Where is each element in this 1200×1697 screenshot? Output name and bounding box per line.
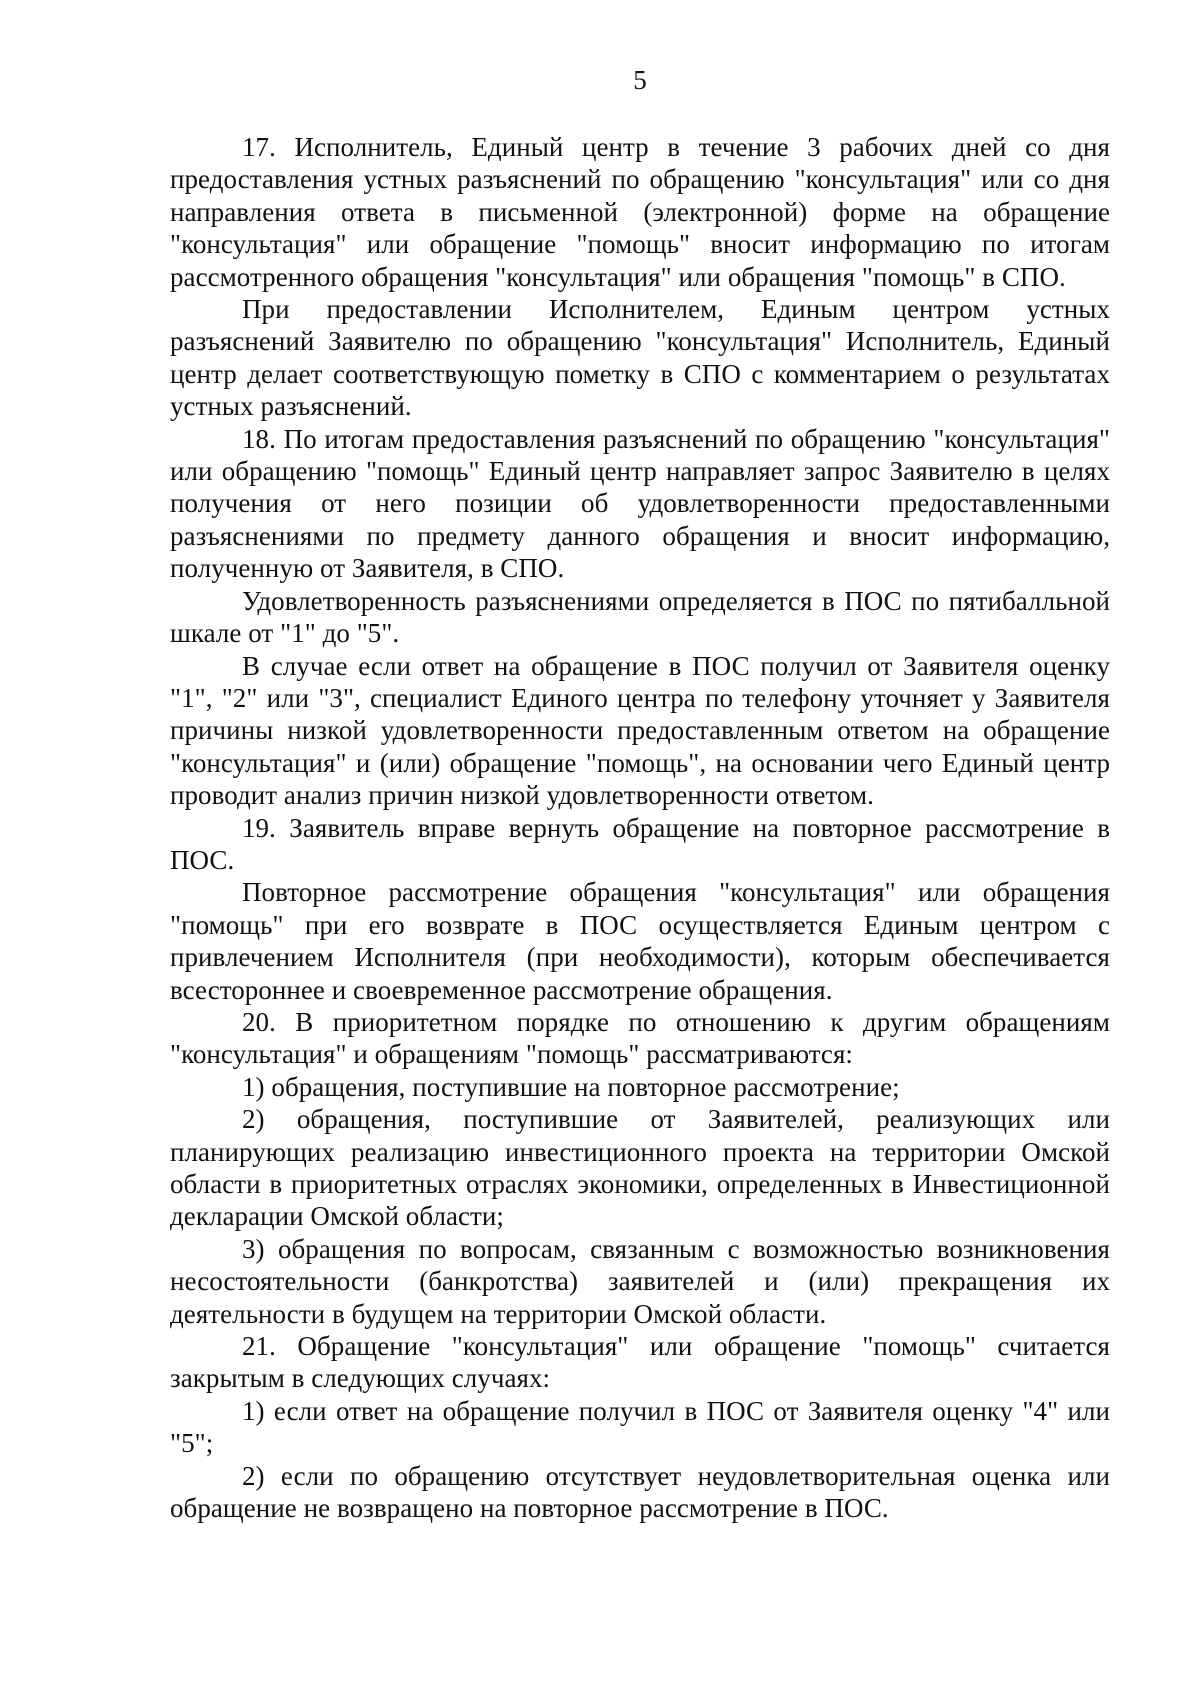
paragraph-21-item-1: 1) если ответ на обращение получил в ПОС от Заявителя оценку "4" или "5"; [170,1395,1110,1459]
paragraph-17: 17. Исполнитель, Единый центр в течение 3 рабочих дней со дня предоставления устных разъяснений по обращению "консультация" или со дня направления ответа в письменной (электронной) форме на обращение "консультация" или обращение "помощь" вносит информацию по итогам рассмотренного обращения "консультация" или обращения "помощь" в СПО. [170,132,1110,292]
paragraph-20-item-3: 3) обращения по вопросам, связанным с возможностью возникновения несостоятельности (банкротства) заявителей и (или) прекращения их деятельности в будущем на территории Омской области. [170,1233,1110,1329]
paragraph-17-oral-note: При предоставлении Исполнителем, Единым центром устных разъяснений Заявителю по обращению "консультация" Исполнитель, Единый центр делает соответствующую пометку в СПО с комментарием о результатах устных разъяснений. [170,294,1110,422]
paragraph-20-item-1: 1) обращения, поступившие на повторное рассмотрение; [242,1071,900,1102]
paragraph-21: 21. Обращение "консультация" или обращение "помощь" считается закрытым в следующих случаях: [170,1331,1110,1394]
paragraph-19-review: Повторное рассмотрение обращения "консультация" или обращения "помощь" при его возврате в ПОС осуществляется Единым центром с привлечением Исполнителя (при необходимости), которым обеспечивается всестороннее и своевременное рассмотрение обращения. [170,877,1110,1005]
paragraph-19: 19. Заявитель вправе вернуть обращение на повторное рассмотрение в ПОС. [170,812,1110,875]
paragraph-18-low-rating: В случае если ответ на обращение в ПОС получил от Заявителя оценку "1", "2" или "3", специалист Единого центра по телефону уточняет у Заявителя причины низкой удовлетворенности предоставленным ответом на обращение "консультация" и (или) обращение "помощь", на основании чего Единый центр проводит анализ причин низкой удовлетворенности ответом. [170,650,1110,811]
paragraph-18-rating-scale: Удовлетворенность разъяснениями определяется в ПОС по пятибалльной шкале от "1" до "5". [170,585,1110,649]
paragraph-20: 20. В приоритетном порядке по отношению к другим обращениям "консультация" и обращениям "помощь" рассматриваются: [170,1006,1110,1070]
page-number: 5 [633,65,647,95]
paragraph-18: 18. По итогам предоставления разъяснений по обращению "консультация" или обращению "помощь" Единый центр направляет запрос Заявителю в целях получения от него позиции об удовлетворенности предоставленными разъяснениями по предмету данного обращения и вносит информацию, полученную от Заявителя, в СПО. [170,423,1110,584]
paragraph-21-item-2: 2) если по обращению отсутствует неудовлетворительная оценка или обращение не возвращено на повторное рассмотрение в ПОС. [170,1460,1110,1524]
document-body [170,131,1110,1524]
paragraph-20-item-2: 2) обращения, поступившие от Заявителей, реализующих или планирующих реализацию инвестиционного проекта на территории Омской области в приоритетных отраслях экономики, определенных в Инвестиционной декларации Омской области; [170,1104,1110,1232]
